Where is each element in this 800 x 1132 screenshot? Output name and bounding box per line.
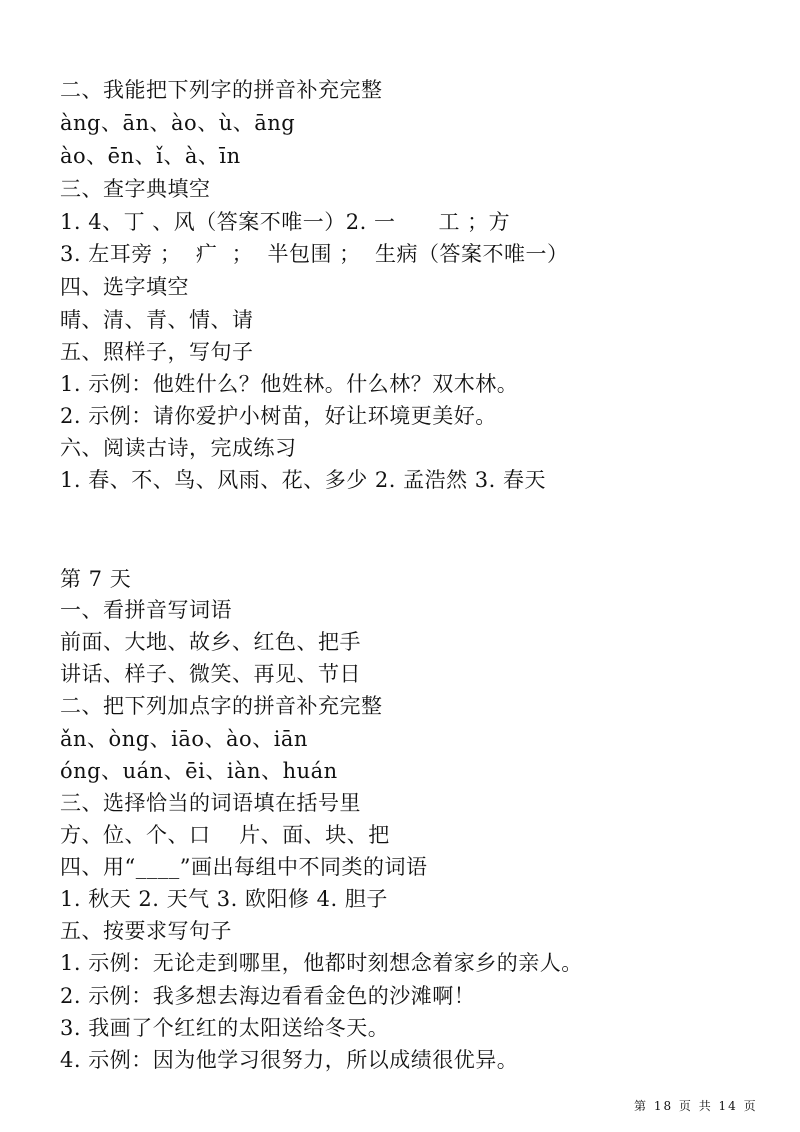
- page-number-footer: 第 18 页 共 14 页: [634, 1099, 758, 1113]
- section-heading: 五、照样子，写句子: [60, 340, 254, 364]
- answer-line: óng、uán、ēi、iàn、huán: [60, 759, 338, 783]
- section-heading: 二、我能把下列字的拼音补充完整: [60, 78, 383, 102]
- section-heading: 二、把下列加点字的拼音补充完整: [60, 694, 383, 718]
- answer-line: 3. 左耳旁 ； 疒 ； 半包围 ； 生病（答案不唯一）: [60, 242, 569, 266]
- answer-line: 晴、清、青、情、请: [60, 308, 254, 332]
- section-heading: 三、查字典填空: [60, 177, 211, 201]
- answer-line: 4. 示例：因为他学习很努力，所以成绩很优异。: [60, 1048, 519, 1072]
- answer-line: ǎn、òng、iāo、ào、iān: [60, 727, 308, 751]
- section-heading: 四、选字填空: [60, 275, 189, 299]
- answer-line: 1. 秋天 2. 天气 3. 欧阳修 4. 胆子: [60, 887, 388, 911]
- answer-line: 2. 示例：请你爱护小树苗，好让环境更美好。: [60, 404, 497, 428]
- answer-line: 前面、大地、故乡、红色、把手: [60, 630, 361, 654]
- answer-line: 1. 春、不、鸟、风雨、花、多少 2. 孟浩然 3. 春天: [60, 468, 546, 492]
- answer-line: 1. 示例：无论走到哪里，他都时刻想念着家乡的亲人。: [60, 951, 583, 975]
- answer-line: ào、ēn、ǐ、à、īn: [60, 144, 241, 168]
- answer-line: 2. 示例：我多想去海边看看金色的沙滩啊！: [60, 984, 476, 1008]
- section-heading: 三、选择恰当的词语填在括号里: [60, 791, 361, 815]
- answer-line: 方、位、个、口 片、面、块、把: [60, 823, 390, 847]
- section-heading: 一、看拼音写词语: [60, 598, 232, 622]
- section-heading: 五、按要求写句子: [60, 919, 232, 943]
- answer-line: àng、ān、ào、ù、āng: [60, 111, 296, 135]
- answer-line: 1. 示例：他姓什么？他姓林。什么林？双木林。: [60, 372, 519, 396]
- section-heading: 四、用“____”画出每组中不同类的词语: [60, 855, 428, 879]
- day-title: 第 7 天: [60, 567, 132, 591]
- section-heading: 六、阅读古诗，完成练习: [60, 436, 297, 460]
- answer-line: 讲话、样子、微笑、再见、节日: [60, 662, 361, 686]
- answer-line: 1. 4、丁 、风（答案不唯一）2. 一 工 ；方: [60, 210, 511, 234]
- answer-line: 3. 我画了个红红的太阳送给冬天。: [60, 1016, 390, 1040]
